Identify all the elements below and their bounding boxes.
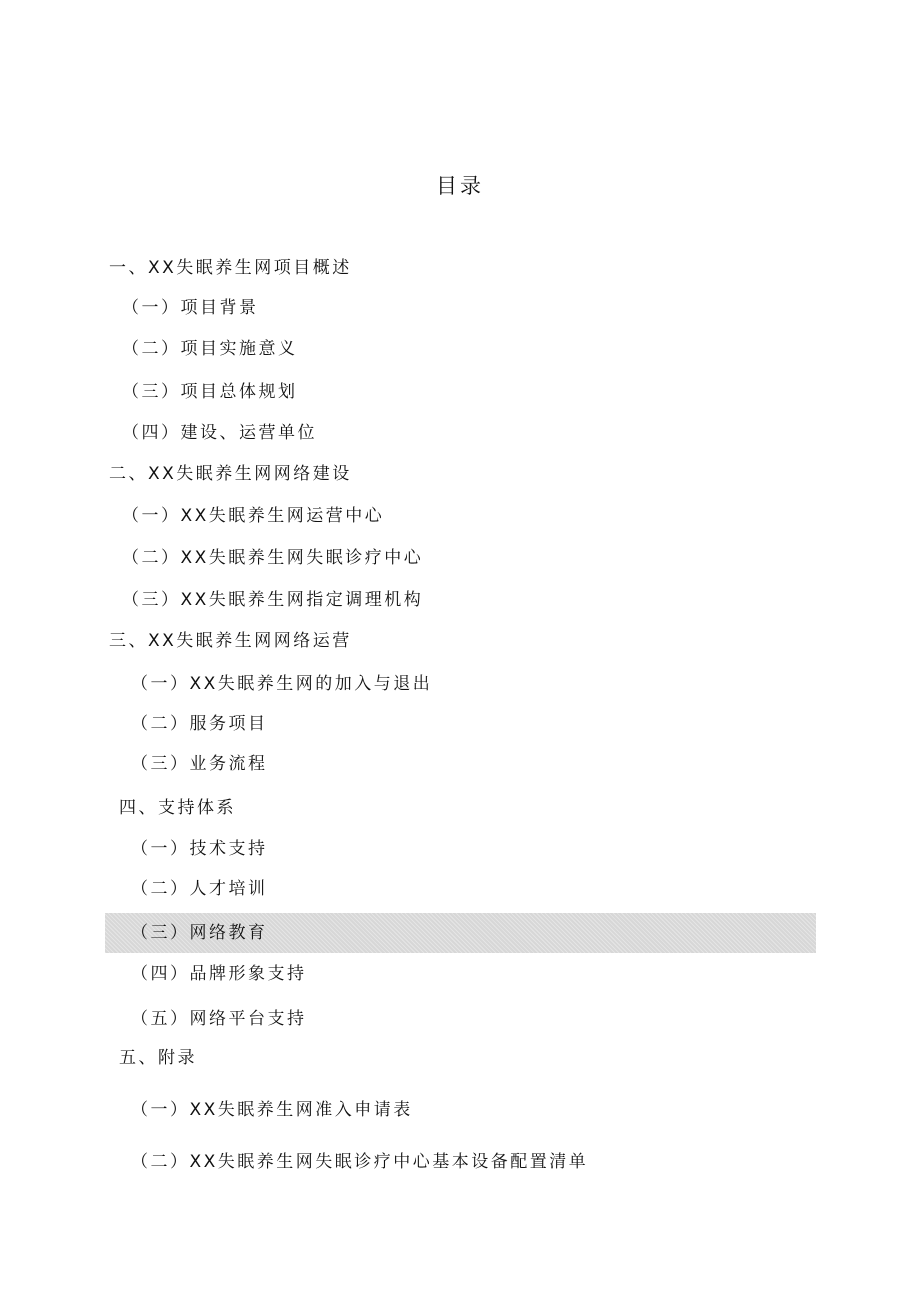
toc-item-3-1[interactable]: （一）XX失眠养生网的加入与退出: [131, 674, 433, 694]
toc-item-4-3[interactable]: （三）网络教育: [131, 923, 268, 943]
toc-item-2-3[interactable]: （三）XX失眠养生网指定调理机构: [122, 590, 424, 610]
toc-item-4-4[interactable]: （四）品牌形象支持: [131, 964, 307, 984]
toc-item-4-2[interactable]: （二）人才培训: [131, 879, 268, 899]
toc-item-5-2[interactable]: （二）XX失眠养生网失眠诊疗中心基本设备配置清单: [131, 1152, 589, 1172]
page-title: 目录: [436, 174, 484, 198]
toc-item-2-2[interactable]: （二）XX失眠养生网失眠诊疗中心: [122, 548, 424, 568]
toc-item-4-5[interactable]: （五）网络平台支持: [131, 1009, 307, 1029]
toc-item-1-4[interactable]: （四）建设、运营单位: [122, 423, 317, 443]
toc-item-3-2[interactable]: （二）服务项目: [131, 714, 268, 734]
toc-item-2-1[interactable]: （一）XX失眠养生网运营中心: [122, 506, 385, 526]
toc-item-3-3[interactable]: （三）业务流程: [131, 754, 268, 774]
toc-item-1-1[interactable]: （一）项目背景: [122, 298, 259, 318]
toc-item-4-1[interactable]: （一）技术支持: [131, 839, 268, 859]
toc-heading-4[interactable]: 四、支持体系: [119, 798, 236, 818]
toc-heading-3[interactable]: 三、XX失眠养生网网络运营: [109, 631, 352, 651]
toc-item-5-1[interactable]: （一）XX失眠养生网准入申请表: [131, 1100, 413, 1120]
toc-heading-5[interactable]: 五、附录: [119, 1048, 197, 1068]
toc-heading-1[interactable]: 一、XX失眠养生网项目概述: [109, 258, 352, 278]
toc-item-1-2[interactable]: （二）项目实施意义: [122, 339, 298, 359]
toc-item-1-3[interactable]: （三）项目总体规划: [122, 382, 298, 402]
toc-heading-2[interactable]: 二、XX失眠养生网网络建设: [109, 464, 352, 484]
